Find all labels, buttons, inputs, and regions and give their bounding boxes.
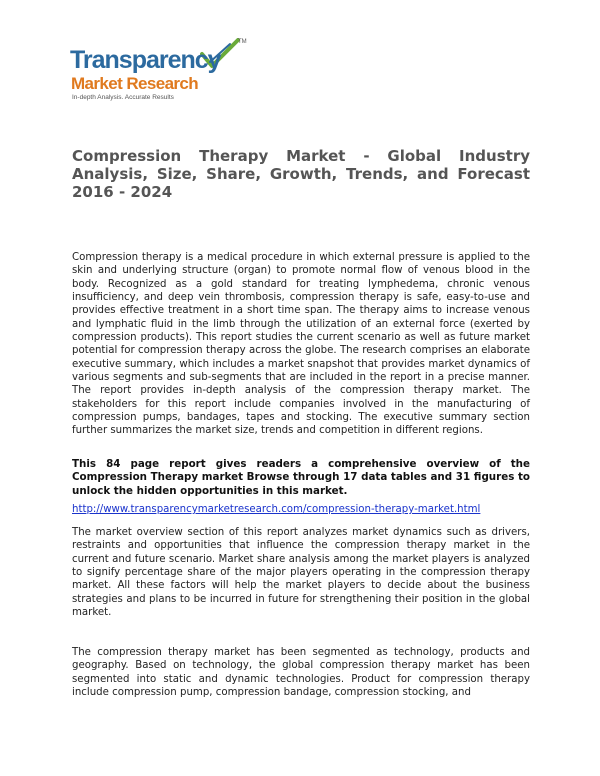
report-highlight: This 84 page report gives readers a comprehensive overview of the Compression Therapy market Browse through 17 data tables and 31 figures to unlock the hidden opportunities in this market. <box>72 458 530 497</box>
logo-name: Transparency <box>70 46 221 74</box>
document-title: Compression Therapy Market - Global Industry Analysis, Size, Share, Growth, Trends, and Forecast 2016 - 2024 <box>72 147 530 201</box>
logo-trademark: TM <box>238 39 247 45</box>
segmentation-paragraph: The compression therapy market has been segmented as technology, products and geography. Based on technology, the global compression therapy market has been segmented into static and dynamic technologies. Product for compression therapy include compression pump, compression bandage, compression stocking, and <box>72 647 530 699</box>
market-overview-paragraph: The market overview section of this report analyzes market dynamics such as drivers, restraints and opportunities that influence the compression therapy market in the current and future scenario. Market share analysis among the market players is analyzed to signify percentage share of the major players operating in the compression therapy market. All these factors will help the market players to decide about the business strategies and plans to be incurred in future for strengthening their position in the global market. <box>72 527 530 619</box>
company-logo <box>70 38 260 108</box>
logo-subname: Market Research <box>71 74 199 93</box>
intro-paragraph: Compression therapy is a medical procedure in which external pressure is applied to the skin and underlying structure (organ) to promote normal flow of venous blood in the body. Recognized as a gold standard for treating lymphedema, chronic venous insufficiency, and deep vein thrombosis, compression therapy is safe, easy-to-use and provides effective treatment in a short time span. The therapy aims to increase venous and lymphatic fluid in the limb through the utilization of an external force (exerted by compression products). This report studies the current scenario as well as future market potential for compression therapy across the globe. The research comprises an elaborate executive summary, which includes a market snapshot that provides market dynamics of various segments and sub-segments that are included in the report in a precise manner. The report provides in-depth analysis of the compression therapy market. The stakeholders for this report include companies involved in the manufacturing of compression pumps, bandages, tapes and stocking. The executive summary section further summarizes the market size, trends and competition in different regions. <box>72 252 530 437</box>
logo-tagline: In-depth Analysis. Accurate Results <box>72 94 174 101</box>
report-link[interactable]: http://www.transparencymarketresearch.com/compression-therapy-market.html <box>72 504 481 515</box>
